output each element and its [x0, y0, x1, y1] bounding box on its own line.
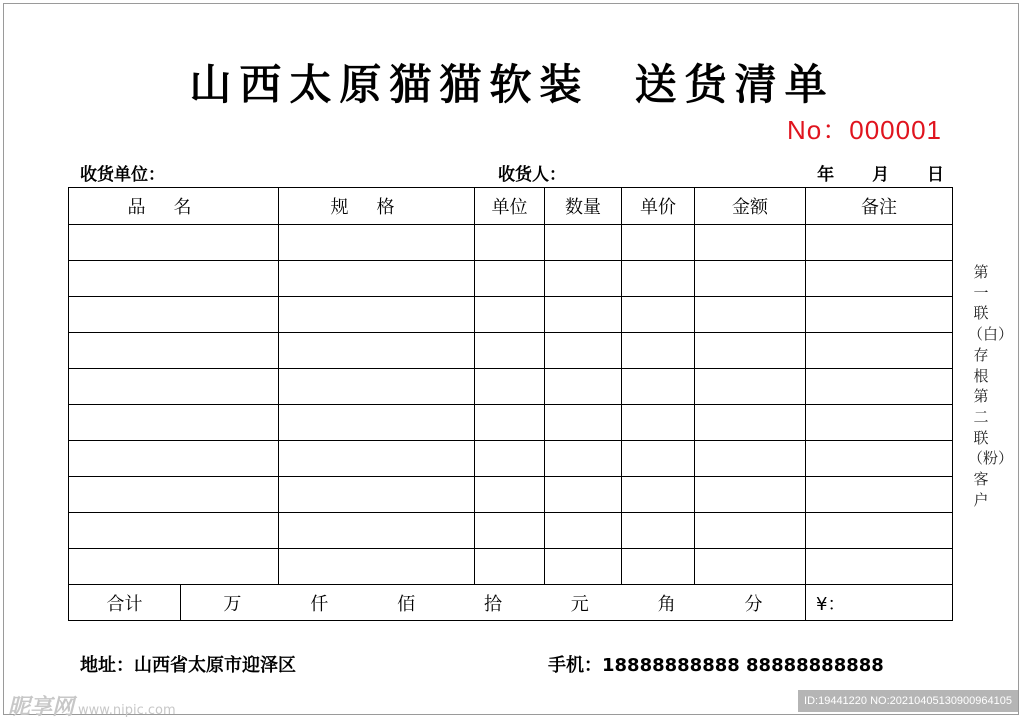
table-cell[interactable] [475, 513, 545, 549]
table-cell[interactable] [806, 513, 953, 549]
table-cell[interactable] [279, 261, 475, 297]
table-cell[interactable] [545, 297, 622, 333]
table-cell[interactable] [622, 477, 695, 513]
date-year: 年 [817, 165, 835, 185]
table-cell[interactable] [69, 297, 279, 333]
table-cell[interactable] [69, 513, 279, 549]
amount-unit: 元 [570, 593, 589, 615]
table-cell[interactable] [806, 405, 953, 441]
table-cell[interactable] [279, 477, 475, 513]
delivery-table [68, 187, 953, 621]
table-cell[interactable] [69, 405, 279, 441]
table-cell[interactable] [69, 477, 279, 513]
table-cell[interactable] [695, 477, 806, 513]
column-header: 品名 [69, 188, 279, 225]
table-cell[interactable] [69, 261, 279, 297]
table-cell[interactable] [695, 261, 806, 297]
table-cell[interactable] [806, 549, 953, 585]
table-cell[interactable] [695, 405, 806, 441]
table-cell[interactable] [475, 549, 545, 585]
table-cell[interactable] [545, 549, 622, 585]
receiver-person-label: 收货人： [498, 165, 566, 185]
table-cell[interactable] [695, 225, 806, 261]
table-cell[interactable] [806, 441, 953, 477]
table-cell[interactable] [695, 549, 806, 585]
table-cell[interactable] [622, 261, 695, 297]
amount-unit: 拾 [483, 593, 502, 615]
table-cell[interactable] [475, 333, 545, 369]
table-cell[interactable] [695, 333, 806, 369]
amount-unit: 万 [223, 593, 242, 615]
table-cell[interactable] [695, 441, 806, 477]
table-cell[interactable] [475, 225, 545, 261]
table-cell[interactable] [279, 405, 475, 441]
table-row [69, 405, 953, 441]
column-header: 金额 [695, 188, 806, 225]
total-label: 合计 [69, 585, 181, 621]
table-cell[interactable] [545, 261, 622, 297]
table-cell[interactable] [806, 369, 953, 405]
table-row [69, 261, 953, 297]
amount-unit: 分 [744, 593, 763, 615]
table-cell[interactable] [279, 513, 475, 549]
table-row [69, 333, 953, 369]
receiver-unit-label: 收货单位： [80, 165, 165, 185]
table-cell[interactable] [69, 369, 279, 405]
table-cell[interactable] [695, 513, 806, 549]
amount-unit: 角 [657, 593, 676, 615]
table-cell[interactable] [545, 369, 622, 405]
table-cell[interactable] [622, 369, 695, 405]
table-cell[interactable] [475, 369, 545, 405]
table-cell[interactable] [545, 405, 622, 441]
column-header: 备注 [806, 188, 953, 225]
table-cell[interactable] [279, 441, 475, 477]
table-row [69, 513, 953, 549]
table-header-row [69, 188, 953, 225]
table-cell[interactable] [279, 225, 475, 261]
table-cell[interactable] [69, 549, 279, 585]
table-cell[interactable] [806, 261, 953, 297]
table-cell[interactable] [545, 225, 622, 261]
table-cell[interactable] [806, 225, 953, 261]
table-row [69, 477, 953, 513]
yen-label: ¥： [806, 585, 953, 621]
table-cell[interactable] [622, 513, 695, 549]
watermark-site: www.nipic.com [78, 703, 176, 718]
table-cell[interactable] [69, 441, 279, 477]
table-cell[interactable] [475, 441, 545, 477]
table-cell[interactable] [622, 549, 695, 585]
table-cell[interactable] [475, 297, 545, 333]
table-cell[interactable] [475, 405, 545, 441]
table-cell[interactable] [475, 477, 545, 513]
date-month: 月 [872, 165, 890, 185]
table-cell[interactable] [279, 333, 475, 369]
table-cell[interactable] [695, 297, 806, 333]
total-row [69, 585, 953, 621]
watermark-logo-text: 昵享网 [8, 695, 75, 720]
table-cell[interactable] [622, 333, 695, 369]
date-day: 日 [927, 165, 944, 185]
column-header: 单价 [622, 188, 695, 225]
table-cell[interactable] [622, 225, 695, 261]
table-cell[interactable] [806, 333, 953, 369]
table-cell[interactable] [545, 477, 622, 513]
document-title: 山西太原猫猫软装 送货清单 [189, 60, 835, 109]
table-cell[interactable] [69, 333, 279, 369]
copy-note: 第一联（白）存根第二联（粉）客户 [968, 263, 1014, 509]
column-header: 单位 [475, 188, 545, 225]
table-cell[interactable] [279, 549, 475, 585]
table-cell[interactable] [475, 261, 545, 297]
table-row [69, 369, 953, 405]
table-row [69, 441, 953, 477]
table-cell[interactable] [806, 477, 953, 513]
table-cell[interactable] [545, 513, 622, 549]
column-header: 数量 [545, 188, 622, 225]
watermark-logo [8, 690, 176, 721]
table-row [69, 225, 953, 261]
amount-unit: 仟 [310, 593, 329, 615]
table-cell[interactable] [695, 369, 806, 405]
table-row [69, 297, 953, 333]
serial-number: No：000001 [787, 115, 942, 145]
table-cell[interactable] [279, 369, 475, 405]
phone: 手机：18888888888 88888888888 [548, 655, 884, 676]
address: 地址：山西省太原市迎泽区 [80, 655, 296, 676]
amount-unit: 佰 [397, 593, 416, 615]
table-cell[interactable] [279, 297, 475, 333]
column-header: 规格 [279, 188, 475, 225]
table-cell[interactable] [69, 225, 279, 261]
table-cell[interactable] [806, 297, 953, 333]
table-cell[interactable] [622, 297, 695, 333]
amount-units [181, 585, 806, 621]
watermark-id: ID:19441220 NO:20210405130900964105 [798, 690, 1018, 712]
date-field [799, 160, 944, 185]
table-cell[interactable] [622, 441, 695, 477]
table-cell[interactable] [545, 441, 622, 477]
table-cell[interactable] [545, 333, 622, 369]
table-cell[interactable] [622, 405, 695, 441]
table-row [69, 549, 953, 585]
